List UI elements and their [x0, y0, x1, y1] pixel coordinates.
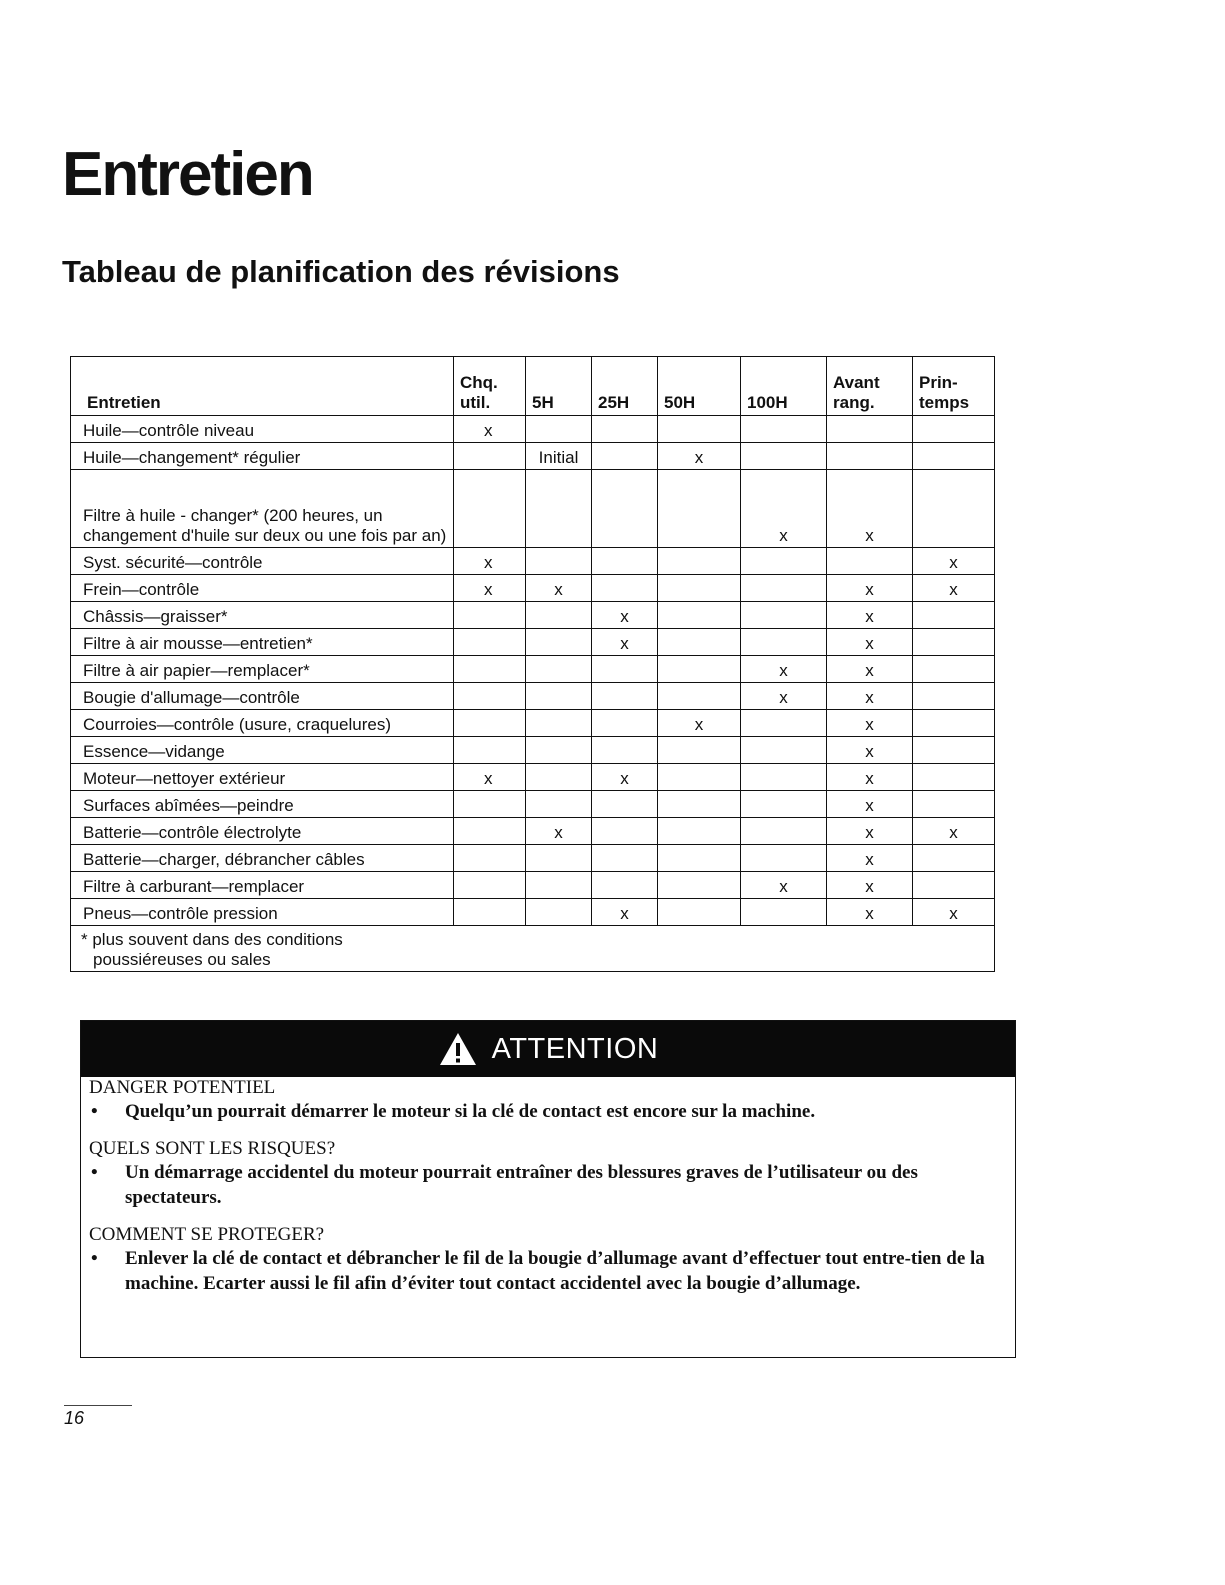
- cell-h5: x: [526, 818, 592, 845]
- cell-h25: [592, 737, 658, 764]
- cell-h25: [592, 656, 658, 683]
- cell-chq: [454, 710, 526, 737]
- cell-h5: [526, 602, 592, 629]
- cell-h25: [592, 575, 658, 602]
- header-avant-line1: Avant: [833, 373, 880, 392]
- cell-prin: [913, 683, 995, 710]
- attention-section: [81, 1224, 1015, 1296]
- table-row: [71, 470, 995, 548]
- cell-prin: [913, 872, 995, 899]
- footnote-line1: * plus souvent dans des conditions: [81, 930, 343, 949]
- cell-avant: x: [827, 710, 913, 737]
- cell-h25: [592, 416, 658, 443]
- cell-avant: [827, 416, 913, 443]
- cell-h100: [741, 710, 827, 737]
- table-row: [71, 548, 995, 575]
- footnote: [71, 926, 995, 972]
- row-item-label: Huile—changement* régulier: [71, 443, 454, 470]
- cell-prin: [913, 602, 995, 629]
- cell-h25: [592, 548, 658, 575]
- cell-h100: x: [741, 470, 827, 548]
- cell-h25: [592, 470, 658, 548]
- cell-chq: [454, 656, 526, 683]
- cell-h100: [741, 443, 827, 470]
- row-item-label: Filtre à huile - changer* (200 heures, un changement d'huile sur deux ou une fois par an): [71, 470, 454, 548]
- cell-h5: [526, 791, 592, 818]
- cell-h50: [658, 791, 741, 818]
- cell-h25: [592, 443, 658, 470]
- cell-h5: [526, 737, 592, 764]
- cell-avant: x: [827, 656, 913, 683]
- cell-h100: x: [741, 872, 827, 899]
- cell-avant: [827, 443, 913, 470]
- cell-h5: [526, 683, 592, 710]
- cell-prin: [913, 443, 995, 470]
- cell-prin: x: [913, 818, 995, 845]
- header-100h: 100H: [741, 357, 827, 416]
- cell-chq: [454, 470, 526, 548]
- cell-h100: [741, 899, 827, 926]
- row-item-label: Batterie—contrôle électrolyte: [71, 818, 454, 845]
- cell-h100: [741, 575, 827, 602]
- row-item-label: Pneus—contrôle pression: [71, 899, 454, 926]
- cell-h100: [741, 818, 827, 845]
- cell-h100: x: [741, 656, 827, 683]
- table-row: [71, 818, 995, 845]
- table-row: [71, 791, 995, 818]
- cell-h25: x: [592, 899, 658, 926]
- table-row: [71, 899, 995, 926]
- cell-avant: x: [827, 845, 913, 872]
- cell-h100: [741, 602, 827, 629]
- cell-h50: [658, 737, 741, 764]
- table-row: [71, 872, 995, 899]
- attention-label: ATTENTION: [491, 1032, 659, 1065]
- cell-h50: x: [658, 710, 741, 737]
- cell-chq: [454, 872, 526, 899]
- cell-chq: [454, 845, 526, 872]
- row-item-label: Bougie d'allumage—contrôle: [71, 683, 454, 710]
- table-row: [71, 764, 995, 791]
- header-5h: 5H: [526, 357, 592, 416]
- page-title: Entretien: [62, 140, 313, 209]
- header-prin-line1: Prin-: [919, 373, 958, 392]
- cell-h25: [592, 845, 658, 872]
- cell-h5: [526, 845, 592, 872]
- cell-chq: x: [454, 575, 526, 602]
- header-prin-line2: temps: [919, 393, 970, 412]
- attention-bullet-text: Un démarrage accidentel du moteur pourrait entraîner des blessures graves de l’utilisateur ou des spectateurs.: [125, 1162, 918, 1208]
- row-item-label: Surfaces abîmées—peindre: [71, 791, 454, 818]
- cell-h50: x: [658, 443, 741, 470]
- row-item-label: Moteur—nettoyer extérieur: [71, 764, 454, 791]
- table-row: [71, 443, 995, 470]
- cell-h50: [658, 764, 741, 791]
- cell-h5: [526, 470, 592, 548]
- cell-h25: [592, 683, 658, 710]
- cell-chq: [454, 737, 526, 764]
- header-chq-line2: util.: [460, 393, 491, 412]
- cell-avant: x: [827, 575, 913, 602]
- cell-chq: [454, 818, 526, 845]
- cell-h5: [526, 548, 592, 575]
- attention-bullet: [89, 1246, 1015, 1296]
- page-number: 16: [64, 1408, 85, 1428]
- cell-prin: [913, 845, 995, 872]
- row-item-label: Filtre à carburant—remplacer: [71, 872, 454, 899]
- cell-prin: x: [913, 548, 995, 575]
- cell-prin: [913, 416, 995, 443]
- row-item-label: Châssis—graisser*: [71, 602, 454, 629]
- cell-h100: [741, 548, 827, 575]
- cell-h25: x: [592, 602, 658, 629]
- table-row: [71, 416, 995, 443]
- cell-avant: x: [827, 683, 913, 710]
- bullet-dot: •: [91, 1101, 98, 1122]
- cell-h100: [741, 629, 827, 656]
- cell-h25: [592, 872, 658, 899]
- attention-bullet-text: Enlever la clé de contact et débrancher le fil de la bougie d’allumage avant d’effectuer tout entre-tien de la machine. Ecarter aussi le fil afin d’éviter tout contact accidentel avec la bougie d’allumage.: [125, 1248, 985, 1294]
- row-item-label: Syst. sécurité—contrôle: [71, 548, 454, 575]
- cell-h50: [658, 470, 741, 548]
- cell-h5: [526, 656, 592, 683]
- cell-h5: x: [526, 575, 592, 602]
- attention-bullet: [89, 1160, 1015, 1210]
- page-number-rule: [64, 1405, 132, 1406]
- row-item-label: Filtre à air mousse—entretien*: [71, 629, 454, 656]
- table-row: [71, 602, 995, 629]
- header-25h: 25H: [592, 357, 658, 416]
- cell-h25: [592, 710, 658, 737]
- cell-prin: [913, 791, 995, 818]
- bullet-dot: •: [91, 1162, 98, 1183]
- footnote-line2: poussiéreuses ou sales: [93, 950, 271, 969]
- cell-h50: [658, 683, 741, 710]
- table-row: [71, 710, 995, 737]
- header-item: Entretien: [71, 357, 454, 416]
- cell-avant: x: [827, 470, 913, 548]
- cell-h100: x: [741, 683, 827, 710]
- cell-prin: [913, 656, 995, 683]
- cell-prin: [913, 737, 995, 764]
- attention-section: [81, 1138, 1015, 1210]
- cell-avant: x: [827, 629, 913, 656]
- cell-h50: [658, 575, 741, 602]
- row-item-label: Filtre à air papier—remplacer*: [71, 656, 454, 683]
- cell-avant: x: [827, 737, 913, 764]
- cell-h100: [741, 764, 827, 791]
- table-row: [71, 629, 995, 656]
- cell-h50: [658, 602, 741, 629]
- header-avant-rang: [827, 357, 913, 416]
- cell-h5: [526, 629, 592, 656]
- attention-bullet-text: Quelqu’un pourrait démarrer le moteur si la clé de contact est encore sur la machine.: [125, 1101, 816, 1122]
- cell-h50: [658, 656, 741, 683]
- cell-prin: [913, 710, 995, 737]
- table-header-row: [71, 357, 995, 416]
- footnote-row: [71, 926, 995, 972]
- header-avant-line2: rang.: [833, 393, 875, 412]
- cell-avant: x: [827, 818, 913, 845]
- table-row: [71, 683, 995, 710]
- row-item-label: Batterie—charger, débrancher câbles: [71, 845, 454, 872]
- attention-section-title: COMMENT SE PROTEGER?: [89, 1224, 325, 1245]
- attention-bullet: [89, 1099, 1015, 1124]
- row-item-label: Frein—contrôle: [71, 575, 454, 602]
- cell-h50: [658, 899, 741, 926]
- bullet-dot: •: [91, 1248, 98, 1269]
- cell-avant: x: [827, 872, 913, 899]
- cell-h25: x: [592, 764, 658, 791]
- cell-h25: [592, 818, 658, 845]
- cell-chq: x: [454, 416, 526, 443]
- section-title: Tableau de planification des révisions: [62, 254, 620, 289]
- cell-chq: x: [454, 764, 526, 791]
- row-item-label: Courroies—contrôle (usure, craquelures): [71, 710, 454, 737]
- maintenance-schedule-table: [70, 356, 995, 972]
- cell-h50: [658, 548, 741, 575]
- cell-h50: [658, 818, 741, 845]
- cell-chq: [454, 629, 526, 656]
- cell-h50: [658, 629, 741, 656]
- cell-h5: [526, 764, 592, 791]
- cell-h100: [741, 416, 827, 443]
- header-chq-line1: Chq.: [460, 373, 498, 392]
- cell-prin: [913, 629, 995, 656]
- cell-chq: [454, 683, 526, 710]
- cell-h50: [658, 416, 741, 443]
- attention-section: [81, 1077, 1015, 1124]
- cell-h25: x: [592, 629, 658, 656]
- attention-banner: [81, 1021, 1015, 1077]
- cell-chq: [454, 791, 526, 818]
- cell-h25: [592, 791, 658, 818]
- row-item-label: Huile—contrôle niveau: [71, 416, 454, 443]
- cell-h5: Initial: [526, 443, 592, 470]
- cell-h5: [526, 872, 592, 899]
- cell-chq: [454, 899, 526, 926]
- attention-content: [81, 1077, 1015, 1296]
- cell-h50: [658, 845, 741, 872]
- cell-h50: [658, 872, 741, 899]
- row-item-label: Essence—vidange: [71, 737, 454, 764]
- cell-prin: x: [913, 575, 995, 602]
- table-row: [71, 845, 995, 872]
- cell-avant: x: [827, 899, 913, 926]
- table-row: [71, 575, 995, 602]
- table-row: [71, 737, 995, 764]
- warning-triangle-icon: [438, 1031, 478, 1067]
- attention-section-title: DANGER POTENTIEL: [89, 1077, 276, 1098]
- attention-box: [80, 1020, 1016, 1358]
- cell-chq: [454, 602, 526, 629]
- attention-section-title: QUELS SONT LES RISQUES?: [89, 1138, 336, 1159]
- cell-avant: x: [827, 764, 913, 791]
- cell-prin: [913, 764, 995, 791]
- cell-h5: [526, 899, 592, 926]
- cell-chq: [454, 443, 526, 470]
- cell-h5: [526, 416, 592, 443]
- cell-avant: x: [827, 791, 913, 818]
- cell-avant: [827, 548, 913, 575]
- table-row: [71, 656, 995, 683]
- cell-h100: [741, 791, 827, 818]
- cell-chq: x: [454, 548, 526, 575]
- cell-prin: x: [913, 899, 995, 926]
- header-chq-util: [454, 357, 526, 416]
- header-50h: 50H: [658, 357, 741, 416]
- cell-h100: [741, 845, 827, 872]
- cell-h100: [741, 737, 827, 764]
- header-printemps: [913, 357, 995, 416]
- cell-prin: [913, 470, 995, 548]
- cell-h5: [526, 710, 592, 737]
- cell-avant: x: [827, 602, 913, 629]
